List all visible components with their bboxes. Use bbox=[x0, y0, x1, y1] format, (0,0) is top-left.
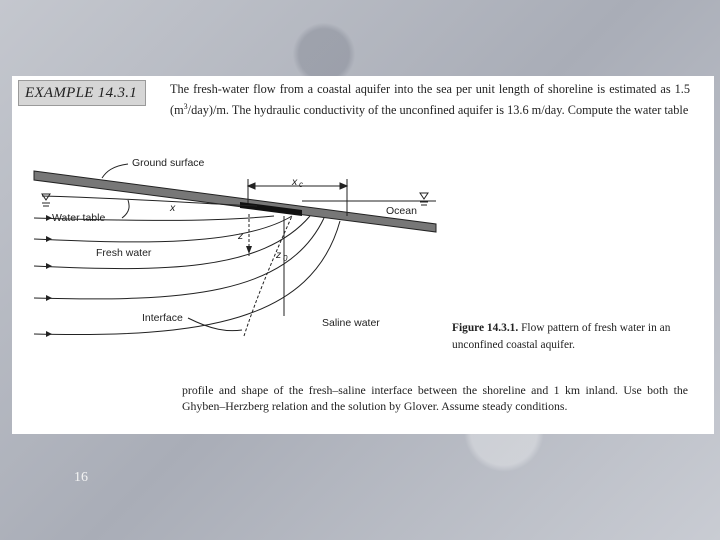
ground-surface-leader bbox=[102, 164, 128, 178]
ground-surface-label: Ground surface bbox=[132, 157, 205, 169]
saline-water-label: Saline water bbox=[322, 317, 380, 329]
figure-caption-text: Flow pattern of fresh water in an unconfined coastal aquifer. bbox=[452, 322, 671, 351]
figure-caption bbox=[452, 320, 692, 354]
intro-unit-open: (m bbox=[170, 103, 184, 118]
x-axis-label: x bbox=[170, 202, 176, 214]
slide-content-panel bbox=[12, 76, 714, 434]
ocean-water-symbol-icon bbox=[420, 193, 428, 205]
z0-label: z bbox=[276, 249, 282, 261]
z-axis-label: z bbox=[238, 230, 244, 242]
water-table-leader bbox=[122, 200, 129, 218]
example-continuation-text: profile and shape of the fresh–saline interface between the shoreline and 1 km inland. Use both the Ghyben–Herzberg relation and the solution by Glover. Assume steady conditions. bbox=[182, 383, 688, 413]
example-tag: EXAMPLE 14.3.1 bbox=[18, 80, 146, 106]
xc-subscript: c bbox=[299, 180, 303, 189]
interface-label: Interface bbox=[142, 312, 183, 324]
z0-subscript: 0 bbox=[283, 254, 288, 263]
intro-line-1: The fresh-water flow from a coastal aquifer into the sea per unit length of shoreline is estimated as 1.5 bbox=[170, 82, 690, 96]
figure-caption-number: Figure 14.3.1. bbox=[452, 322, 519, 334]
interface-leader bbox=[188, 318, 242, 331]
slide-page-number: 16 bbox=[74, 470, 88, 485]
fresh-saline-interface bbox=[244, 216, 292, 336]
fresh-water-label: Fresh water bbox=[96, 247, 152, 259]
intro-line-2: /day)/m. The hydraulic conductivity of the unconfined aquifer is 13.6 m/day. Compute the water table bbox=[187, 103, 689, 118]
xc-label: x bbox=[292, 176, 298, 188]
flow-lines bbox=[34, 216, 340, 335]
flow-arrow-heads bbox=[46, 215, 52, 337]
ocean-label: Ocean bbox=[386, 205, 417, 217]
water-table-label: Water table bbox=[52, 212, 106, 224]
intro-unit-superscript: 3 bbox=[183, 102, 188, 111]
